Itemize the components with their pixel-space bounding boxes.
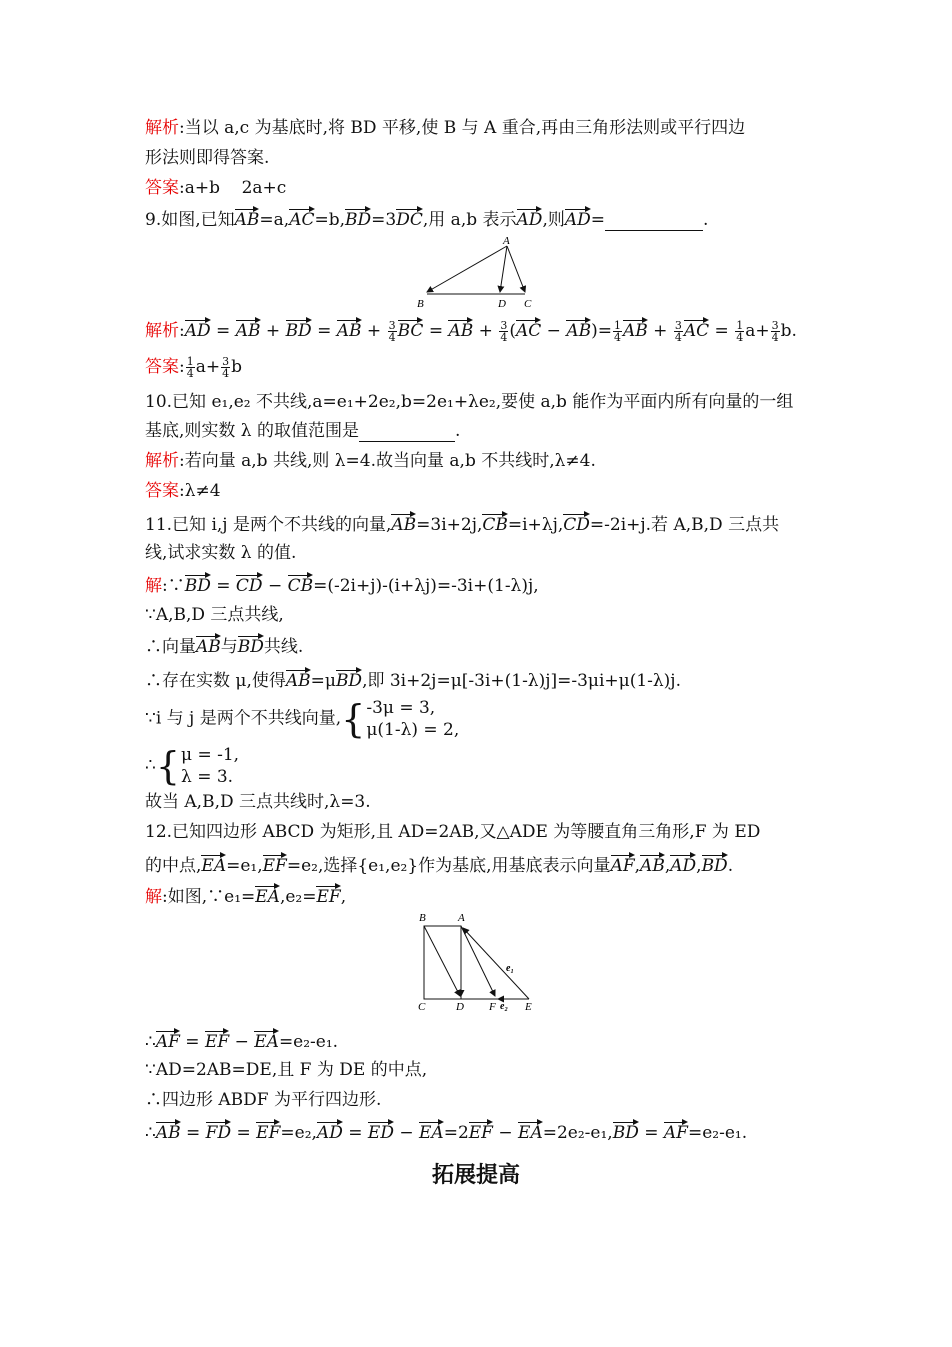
vector: CB xyxy=(482,512,508,534)
numerator: 3 xyxy=(674,319,682,332)
fraction xyxy=(499,320,508,343)
q11-step4 xyxy=(145,668,681,692)
vector-ac xyxy=(507,246,525,292)
q10-analysis xyxy=(145,450,596,472)
solution-text: − xyxy=(393,1123,420,1143)
numerator: 1 xyxy=(614,319,621,332)
vector: AC xyxy=(684,318,709,340)
solution-text: =e₂-e₁. xyxy=(687,1123,748,1143)
numerator: 3 xyxy=(222,355,230,368)
vector: BD xyxy=(613,1120,639,1142)
denominator: 4 xyxy=(674,331,682,344)
solution-text: =2e₂-e₁, xyxy=(542,1123,613,1143)
vector: EF xyxy=(256,1120,280,1142)
vector: BD xyxy=(286,318,312,340)
stem-text: , xyxy=(696,856,702,876)
stem-text: =b, xyxy=(314,210,346,230)
numerator: 3 xyxy=(388,319,396,332)
denominator: 4 xyxy=(222,367,230,380)
solution-text: = xyxy=(342,1123,368,1143)
fraction xyxy=(674,320,683,343)
solution-text: = xyxy=(638,1123,664,1143)
vector: EA xyxy=(254,1029,279,1051)
vector: CD xyxy=(236,573,263,595)
vector: AB xyxy=(236,318,261,340)
answer-label: 答案 xyxy=(145,481,179,501)
fraction xyxy=(613,320,622,343)
vector: EA xyxy=(201,853,226,875)
vector: AD xyxy=(185,318,211,340)
vector: EF xyxy=(263,853,287,875)
q10-answer xyxy=(145,480,221,502)
vector: EF xyxy=(469,1120,493,1142)
answer-text: a+ xyxy=(195,357,221,377)
solution-text: = xyxy=(180,1123,206,1143)
denominator: 4 xyxy=(771,331,779,344)
vector: AB xyxy=(391,512,416,534)
solution-text: , xyxy=(340,887,347,907)
triangle-figure xyxy=(412,234,542,314)
vector: AD xyxy=(565,207,591,229)
q12-solution-intro xyxy=(145,884,346,908)
solution-text: =(-2i+j)-(i+λj)=-3i+(1-λ)j, xyxy=(313,576,539,596)
label-c: C xyxy=(524,298,532,310)
solution-text: ∴存在实数 μ,使得 xyxy=(145,671,286,691)
label-b: B xyxy=(417,298,424,310)
q11-step3 xyxy=(145,634,303,658)
q11-step6 xyxy=(145,744,239,788)
answer-text: :λ≠4 xyxy=(179,481,221,501)
label-d: D xyxy=(456,1001,464,1013)
denominator: 4 xyxy=(736,331,744,344)
vector: EF xyxy=(316,884,340,906)
vector: AB xyxy=(623,318,648,340)
q12-step3: ∴四边形 ABDF 为平行四边形. xyxy=(145,1090,382,1110)
answer-text: b xyxy=(231,357,243,377)
answer-label: 答案 xyxy=(145,178,179,198)
brace: { xyxy=(341,697,366,741)
answer-blank xyxy=(605,212,703,231)
vector: AF xyxy=(156,1029,180,1051)
q8-analysis-line2: 形法则即得答案. xyxy=(145,148,270,168)
numerator: 3 xyxy=(500,319,508,332)
stem-text: =e₁, xyxy=(226,856,263,876)
numerator: 1 xyxy=(736,319,744,332)
vector: AC xyxy=(289,207,314,229)
solution-text: :如图,∵e₁= xyxy=(162,887,256,907)
stem-text: =i+λj, xyxy=(507,515,564,535)
vector-af xyxy=(461,926,495,996)
vector: EF xyxy=(205,1029,229,1051)
vector: EA xyxy=(518,1120,543,1142)
vector: ED xyxy=(368,1120,394,1142)
vector: AB xyxy=(640,853,665,875)
vector: AB xyxy=(566,318,591,340)
solution-text: ,即 3i+2j=μ[-3i+(1-λ)j]=-3μi+μ(1-λ)j. xyxy=(362,671,681,691)
vector: BD xyxy=(702,853,728,875)
q11-step5 xyxy=(145,697,459,741)
fraction xyxy=(735,320,744,343)
solution-text: =e₂-e₁. xyxy=(278,1032,339,1052)
label-a: A xyxy=(503,235,510,247)
solution-text: ∴ xyxy=(145,1123,156,1143)
analysis-label: 解析 xyxy=(145,321,179,341)
vector: BD xyxy=(345,207,371,229)
vector: AD xyxy=(317,1120,343,1142)
label-c: C xyxy=(418,1001,426,1013)
solution-label: 解 xyxy=(145,576,162,596)
question-number: 9. xyxy=(145,210,162,230)
denominator: 4 xyxy=(614,331,621,344)
answer-label: 答案 xyxy=(145,357,179,377)
equation-system xyxy=(156,744,239,788)
label-d: D xyxy=(498,298,506,310)
solution-text: 共线. xyxy=(263,637,304,657)
stem-text: ,则 xyxy=(542,210,565,230)
stem-text: 如图,已知 xyxy=(161,210,235,230)
vector: EA xyxy=(255,884,280,906)
numerator: 1 xyxy=(186,355,194,368)
equation-system xyxy=(341,697,459,741)
solution-text: ∴ xyxy=(145,755,156,776)
analysis-label: 解析 xyxy=(145,118,179,138)
q12-step4 xyxy=(145,1120,747,1144)
q12-line2 xyxy=(145,853,733,877)
denominator: 4 xyxy=(186,367,194,380)
fraction xyxy=(221,356,230,379)
solution-text: 与 xyxy=(220,637,238,657)
stem-text: 基底,则实数 λ 的取值范围是 xyxy=(145,421,359,441)
q12-line1: 12.已知四边形 ABCD 为矩形,且 AD=2AB,又△ADE 为等腰直角三角形,F 为 ED xyxy=(145,822,761,842)
analysis-text: :当以 a,c 为基底时,将 BD 平移,使 B 与 A 重合,再由三角形法则或平行四边 xyxy=(179,118,746,138)
solution-text: − xyxy=(492,1123,519,1143)
vector: AD xyxy=(670,853,696,875)
vector-ea xyxy=(463,928,529,999)
stem-text: 的中点, xyxy=(145,856,202,876)
stem-text: =3 xyxy=(371,210,397,230)
solution-label: 解 xyxy=(145,887,162,907)
label-b: B xyxy=(419,912,426,924)
rectangle-figure xyxy=(412,910,542,1015)
analysis-text: :若向量 a,b 共线,则 λ=4.故当向量 a,b 不共线时,λ≠4. xyxy=(179,451,596,471)
label-f: F xyxy=(489,1001,496,1013)
vector: AF xyxy=(664,1120,688,1142)
equation-row: -3μ = 3, xyxy=(366,698,436,718)
stem-text: , xyxy=(634,856,641,876)
q12-step1: ∴AF = EF − EA=e₂-e₁. xyxy=(145,1029,338,1053)
label-a: A xyxy=(458,912,465,924)
q11-step1: 解:∵BD = CD − CB=(-2i+j)-(i+λj)=-3i+(1-λ)j, xyxy=(145,573,539,597)
solution-text: = xyxy=(231,1123,257,1143)
vector: EA xyxy=(419,1120,444,1142)
vector: AB xyxy=(337,318,362,340)
vector: AB xyxy=(156,1120,181,1142)
vector-ab xyxy=(427,246,507,292)
stem-text: , xyxy=(664,856,671,876)
q9-stem: 9.如图,已知AB=a,AC=b,BD=3DC,用 a,b 表示AD,则AD= . xyxy=(145,207,708,231)
vector: DC xyxy=(396,207,423,229)
vector: AF xyxy=(611,853,635,875)
fraction xyxy=(388,320,397,343)
answer-text: :a+b 2a+c xyxy=(179,178,287,198)
vector: CB xyxy=(288,573,314,595)
equation-row: μ = -1, xyxy=(181,745,240,765)
numerator: 3 xyxy=(771,319,779,332)
vector: AB xyxy=(448,318,473,340)
vector: AB xyxy=(286,668,311,690)
stem-text: =3i+2j, xyxy=(416,515,483,535)
stem-text: . xyxy=(727,856,734,876)
q11-line1 xyxy=(145,512,779,536)
q11-line2: 线,试求实数 λ 的值. xyxy=(145,543,297,563)
fraction xyxy=(186,356,195,379)
vector: FD xyxy=(206,1120,231,1142)
equation-row: λ = 3. xyxy=(181,767,234,787)
q12-step2: ∵AD=2AB=DE,且 F 为 DE 的中点, xyxy=(145,1060,428,1080)
answer-blank xyxy=(359,423,455,442)
vector: AD xyxy=(517,207,543,229)
stem-text: 11.已知 i,j 是两个不共线的向量, xyxy=(145,515,392,535)
section-heading: 拓展提高 xyxy=(431,1163,520,1188)
vector: BD xyxy=(185,573,211,595)
q10-line2: 基底,则实数 λ 的取值范围是 . xyxy=(145,421,461,441)
label-e: E xyxy=(525,1001,532,1013)
q8-answer xyxy=(145,177,286,199)
stem-text: = xyxy=(590,210,606,230)
vector: BD xyxy=(336,668,362,690)
equation-row: μ(1-λ) = 2, xyxy=(366,720,460,740)
vector: AB xyxy=(235,207,260,229)
brace: { xyxy=(155,744,181,788)
vector: BC xyxy=(398,318,424,340)
label-e2: e₂ xyxy=(500,1001,508,1012)
solution-text: ,e₂= xyxy=(279,887,317,907)
q10-line1: 10.已知 e₁,e₂ 不共线,a=e₁+2e₂,b=2e₁+λe₂,要使 a,b 能作为平面内所有向量的一组 xyxy=(145,392,794,412)
solution-text: =e₂, xyxy=(280,1123,317,1143)
q9-analysis: 解析:AD = AB + BD = AB + $\frac{3}{4}$ BC = AB + $\frac{3}{4}$ (AC − AB)= $\frac{1}{4}$ AB + $\frac{3}{4}$ AC = $\frac{1}{4}$ a+ $\frac{3}{4}$ b. xyxy=(145,319,797,344)
solution-text: ∴向量 xyxy=(145,637,196,657)
fraction xyxy=(771,320,780,343)
denominator: 4 xyxy=(388,331,396,344)
solution-text: =μ xyxy=(310,671,336,691)
denominator: 4 xyxy=(500,331,508,344)
analysis-text: b. xyxy=(780,321,797,341)
solution-text: ∵i 与 j 是两个不共线向量, xyxy=(145,708,342,729)
solution-text: =2 xyxy=(443,1123,469,1143)
vector-ad xyxy=(500,246,507,292)
q11-step2: ∵A,B,D 三点共线, xyxy=(145,605,284,625)
stem-text: =e₂,选择{e₁,e₂}作为基底,用基底表示向量 xyxy=(286,856,611,876)
vector: AC xyxy=(516,318,541,340)
stem-text: ,用 a,b 表示 xyxy=(422,210,517,230)
q8-analysis-line1 xyxy=(145,117,745,139)
vector-bd xyxy=(424,926,460,996)
stem-text: =a, xyxy=(259,210,290,230)
analysis-label: 解析 xyxy=(145,451,179,471)
analysis-text: a+ xyxy=(745,321,770,341)
label-e1: e₁ xyxy=(506,963,514,974)
vector: AB xyxy=(196,634,221,656)
vector: CD xyxy=(563,512,590,534)
q11-conclusion: 故当 A,B,D 三点共线时,λ=3. xyxy=(145,792,371,812)
q9-answer: 答案: $\frac{1}{4}$ a+ $\frac{3}{4}$ b xyxy=(145,355,243,380)
vector: BD xyxy=(238,634,264,656)
stem-text: =-2i+j.若 A,B,D 三点共 xyxy=(589,515,780,535)
